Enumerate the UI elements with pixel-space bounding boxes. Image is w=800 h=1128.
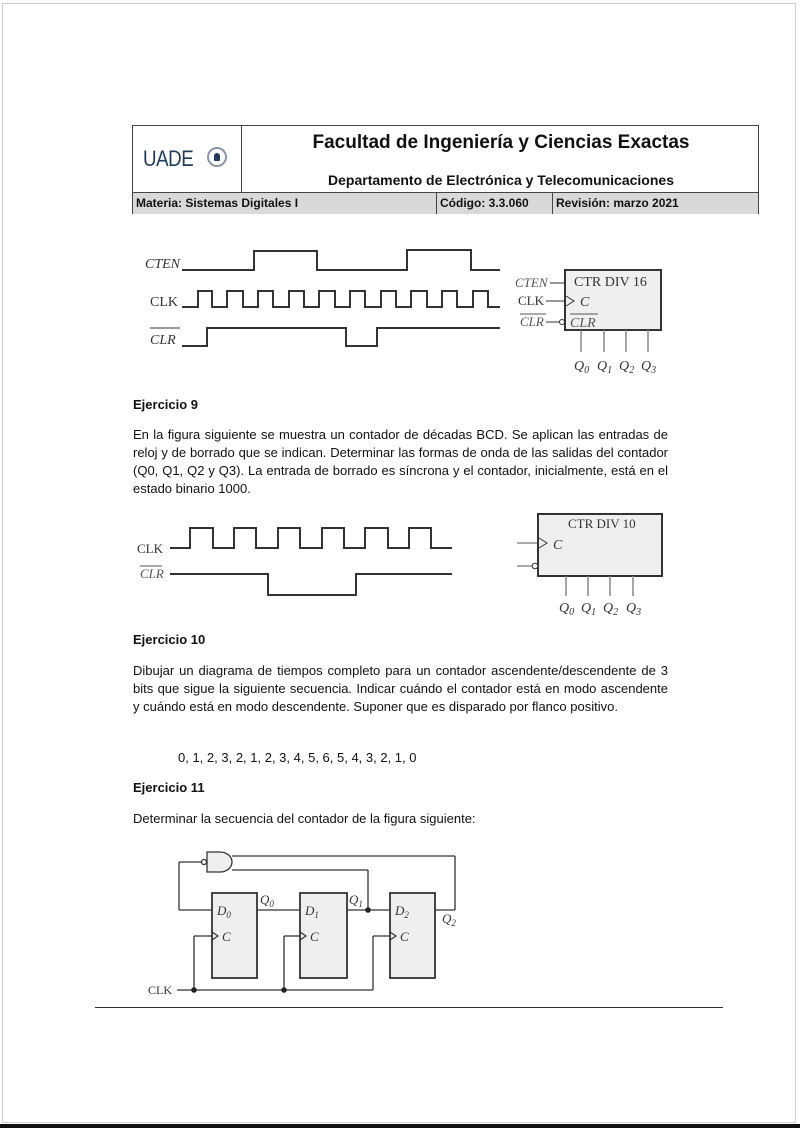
svg-text:Q1: $Q_1$ — [597, 359, 613, 376]
svg-text:CTR DIV 10: CTR DIV 10 — [568, 516, 636, 531]
document-header — [132, 125, 759, 214]
bottom-bar — [0, 1124, 800, 1128]
svg-text:D1: $D_1$ — [305, 903, 319, 920]
svg-text:C: C — [222, 929, 231, 944]
timing-diagram-ctr16 — [130, 240, 510, 355]
svg-text:Q1: $Q_1$ — [349, 892, 363, 909]
svg-text:Q3: $Q_3$ — [641, 359, 657, 376]
count-sequence: 0, 1, 2, 3, 2, 1, 2, 3, 4, 5, 6, 5, 4, 3, 2, 1, 0 — [178, 750, 417, 765]
svg-text:Q2: $Q_2$ — [442, 911, 456, 928]
svg-text:CLR: CLR — [140, 566, 164, 581]
svg-text:Q1: $Q_1$ — [581, 601, 597, 618]
svg-text:D0: $D_0$ — [217, 903, 231, 920]
timing-diagram-ctr10 — [130, 515, 460, 605]
ctr-div16-block — [510, 262, 670, 377]
svg-text:Q2: $Q_2$ — [603, 601, 619, 618]
uade-logo: UADE — [143, 146, 194, 171]
svg-text:CLK: CLK — [518, 293, 544, 308]
ejercicio-10-heading: Ejercicio 10 — [133, 632, 206, 647]
revision-cell: Revisión: marzo 2021 — [556, 196, 679, 210]
svg-text:CTEN: CTEN — [515, 275, 548, 290]
svg-text:Q0: $Q_0$ — [260, 892, 274, 909]
clk-label: CLK — [148, 983, 172, 997]
ejercicio-9-body: En la figura siguiente se muestra un contador de décadas BCD. Se aplican las entradas de reloj y de borrado que se indican. Determinar las formas de onda de las salidas del contador (Q0, Q1, Q2 y Q3). La entrada de borrado es síncrona y el contador, inicialmente, está en el estado binario 1000. — [133, 427, 668, 496]
signal-label-cten: CTEN — [145, 257, 181, 272]
svg-text:C: C — [553, 538, 563, 553]
logo-cell — [133, 126, 242, 192]
codigo-cell: Código: 3.3.060 — [437, 193, 553, 214]
svg-text:CLR: CLR — [570, 316, 596, 331]
footer-divider — [95, 1007, 723, 1008]
svg-text:CTR DIV 16: CTR DIV 16 — [574, 275, 647, 290]
ejercicio-11-heading: Ejercicio 11 — [133, 780, 205, 795]
svg-text:CLK: CLK — [137, 541, 163, 556]
svg-text:CLR: CLR — [520, 314, 544, 329]
header-meta-row — [133, 192, 758, 214]
dff-counter-circuit — [140, 840, 470, 1005]
uade-seal-icon — [207, 147, 227, 167]
svg-text:Q0: $Q_0$ — [574, 359, 590, 376]
signal-label-clr: CLR — [150, 333, 176, 348]
ejercicio-10-body: Dibujar un diagrama de tiempos completo para un contador ascendente/descendente de 3 bits que sigue la siguiente secuencia. Indicar cuándo el contador está en modo ascendente y cuándo está en modo descendente. Suponer que es disparado por flanco positivo. — [133, 663, 668, 714]
ejercicio-11-body: Determinar la secuencia del contador de la figura siguiente: — [133, 811, 476, 826]
svg-text:Q3: $Q_3$ — [626, 601, 642, 618]
svg-text:D2: $D_2$ — [395, 903, 409, 920]
signal-label-clk: CLK — [150, 295, 178, 310]
faculty-title: Facultad de Ingeniería y Ciencias Exactas — [312, 132, 690, 153]
ctr-div10-block — [505, 508, 675, 623]
department-subtitle: Departamento de Electrónica y Telecomunicaciones — [328, 172, 674, 188]
svg-text:C: C — [580, 295, 590, 310]
svg-text:Q2: $Q_2$ — [619, 359, 635, 376]
svg-text:Q0: $Q_0$ — [559, 601, 575, 618]
svg-text:C: C — [310, 929, 319, 944]
materia-cell: Materia: Sistemas Digitales I — [133, 193, 437, 214]
ejercicio-9-heading: Ejercicio 9 — [133, 397, 199, 412]
svg-text:C: C — [400, 929, 409, 944]
